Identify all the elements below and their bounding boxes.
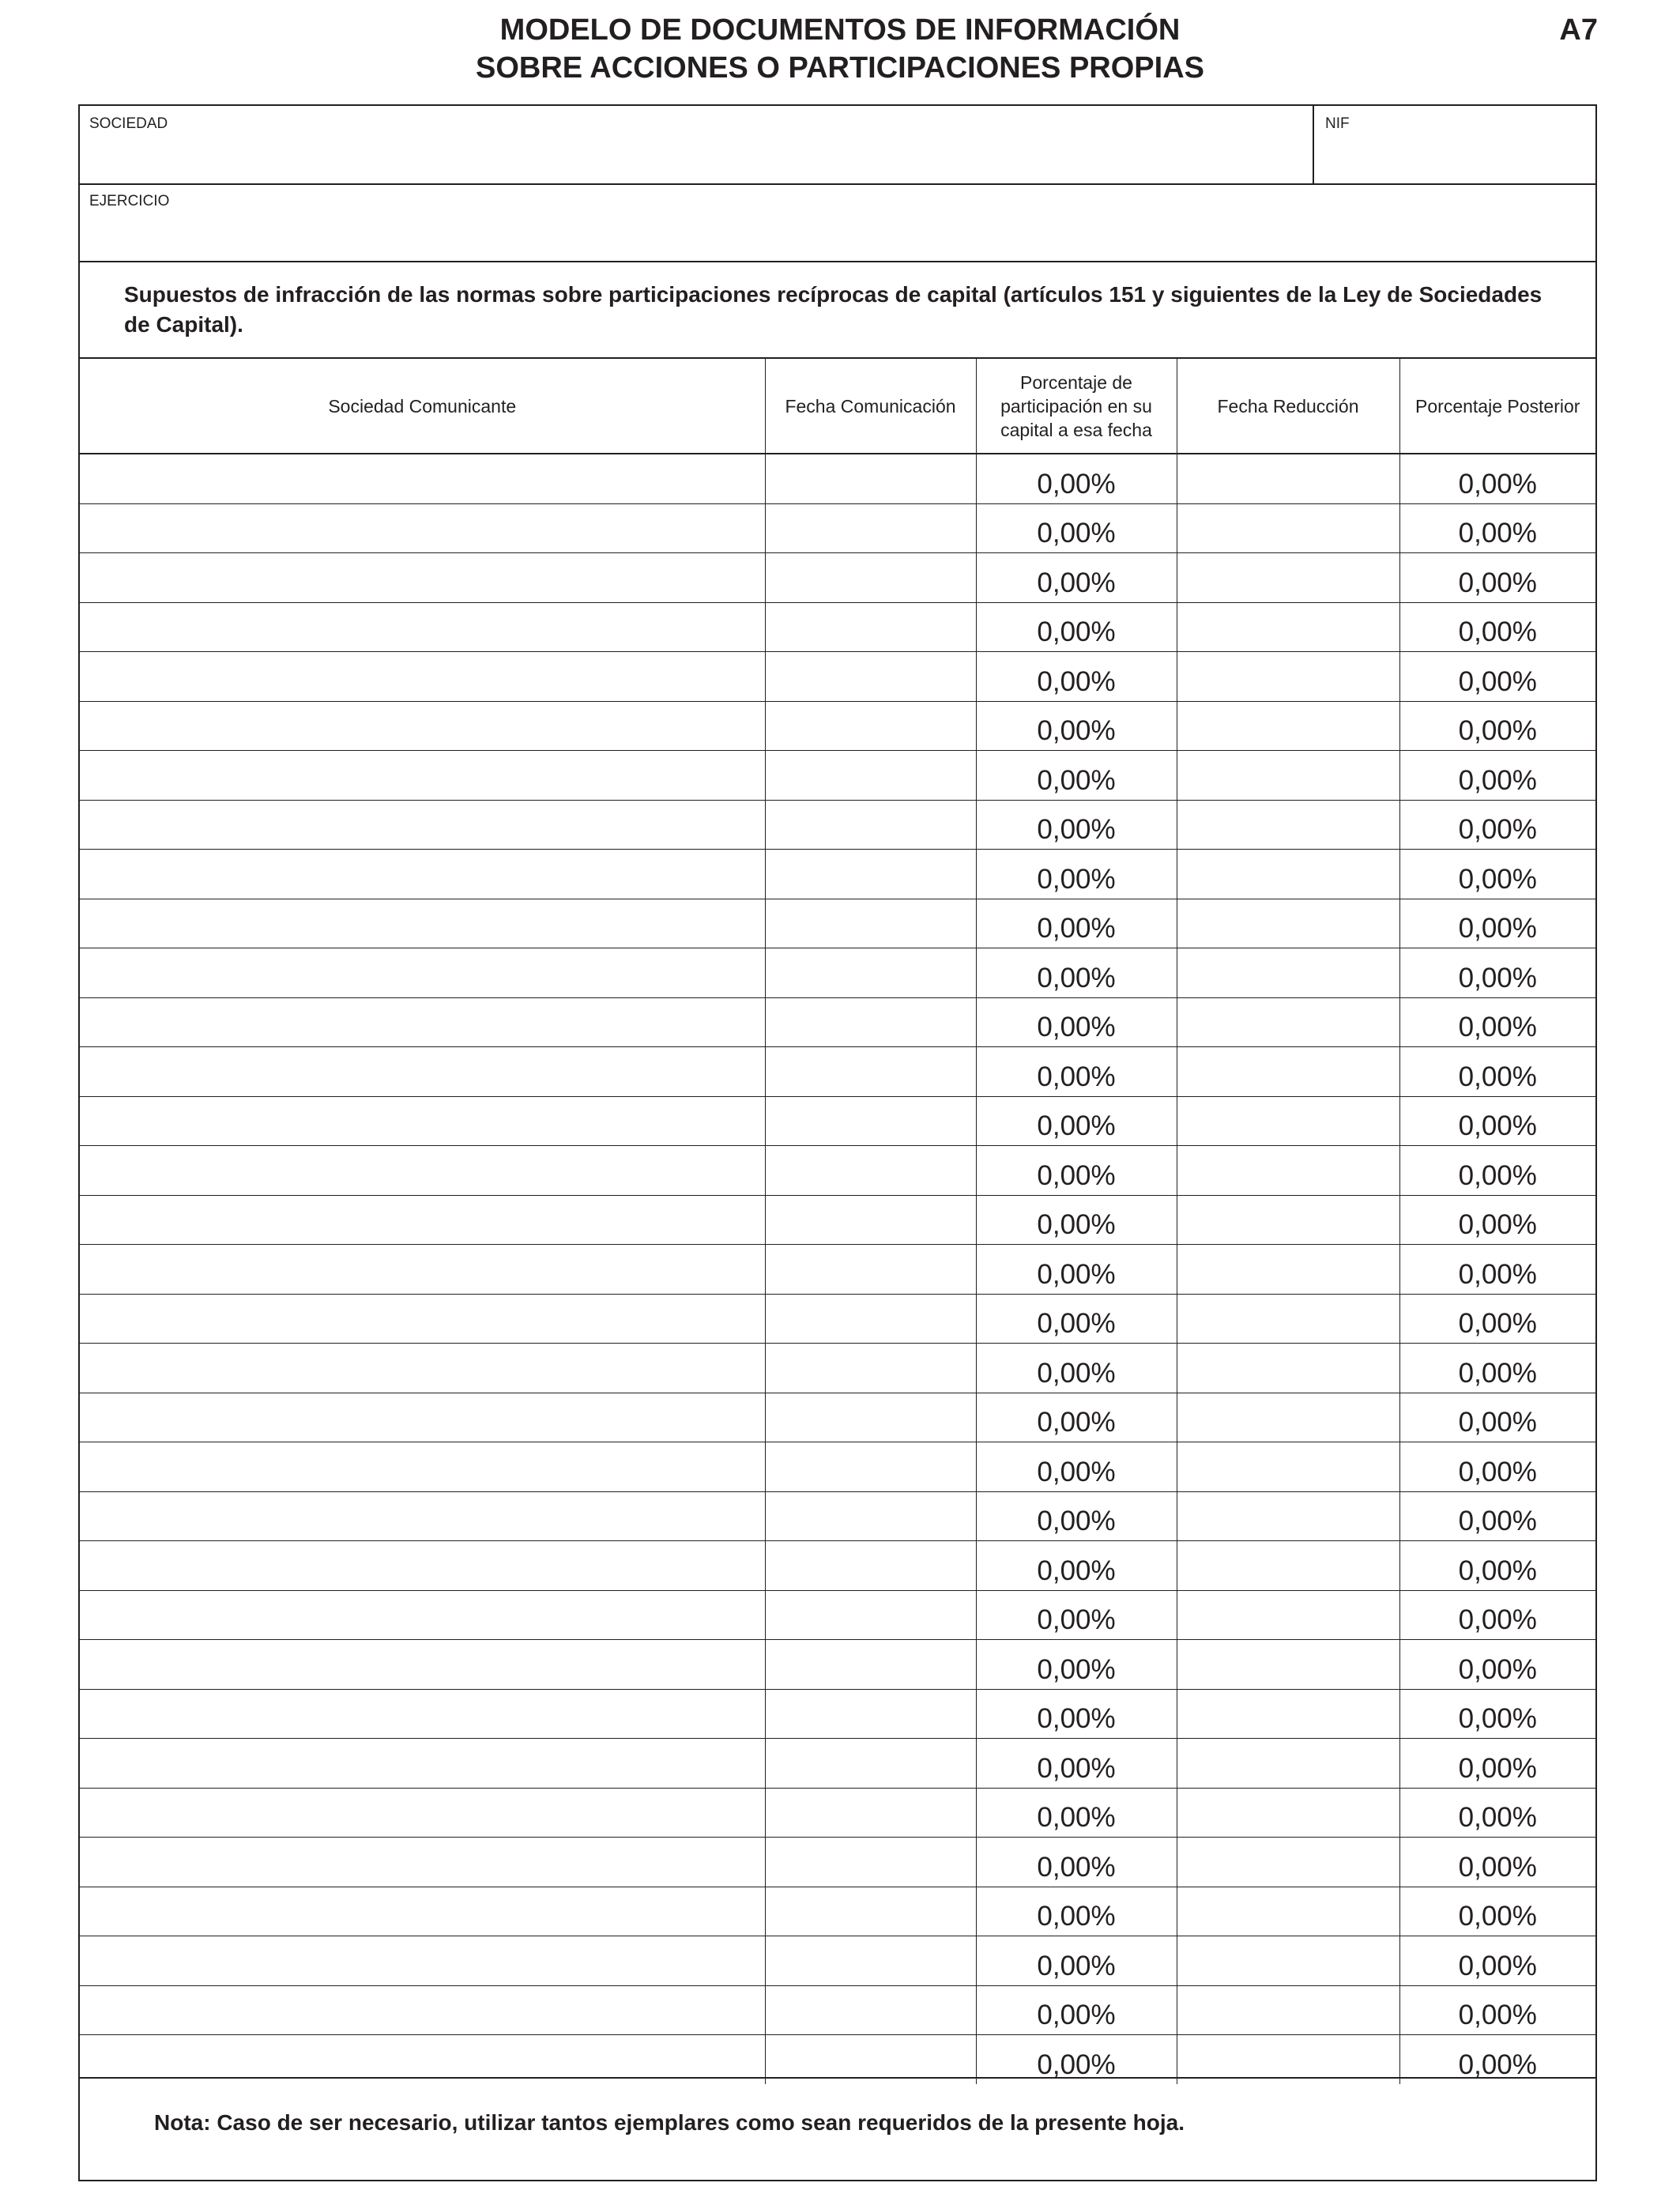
fecha-reduccion-cell[interactable]	[1177, 454, 1399, 503]
porcentaje-posterior-cell: 0,00%	[1399, 701, 1595, 751]
table-row	[80, 553, 1595, 603]
fecha-comunicacion-cell[interactable]	[765, 1047, 976, 1097]
title-line-2: SOBRE ACCIONES O PARTICIPACIONES PROPIAS	[476, 51, 1204, 85]
porcentaje-posterior-cell: 0,00%	[1399, 1640, 1595, 1690]
table-row	[80, 652, 1595, 702]
fecha-reduccion-cell[interactable]	[1177, 1393, 1399, 1442]
porcentaje-cell: 0,00%	[976, 800, 1177, 850]
sociedad-cell[interactable]	[80, 1590, 765, 1640]
table-row	[80, 1393, 1595, 1442]
form-frame	[78, 104, 1597, 2181]
sociedad-cell[interactable]	[80, 553, 765, 603]
table-row	[80, 1195, 1595, 1245]
fecha-comunicacion-cell[interactable]	[765, 503, 976, 553]
table-row	[80, 1640, 1595, 1690]
table-row	[80, 948, 1595, 998]
fecha-comunicacion-cell[interactable]	[765, 1491, 976, 1541]
porcentaje-cell: 0,00%	[976, 1788, 1177, 1838]
fecha-reduccion-cell[interactable]	[1177, 751, 1399, 801]
sociedad-cell[interactable]	[80, 1195, 765, 1245]
sociedad-cell[interactable]	[80, 1344, 765, 1393]
porcentaje-posterior-cell: 0,00%	[1399, 1442, 1595, 1492]
table-row	[80, 1838, 1595, 1887]
porcentaje-posterior-cell: 0,00%	[1399, 1590, 1595, 1640]
fecha-reduccion-cell[interactable]	[1177, 1985, 1399, 2035]
form-code: A7	[1559, 13, 1598, 47]
fecha-reduccion-cell[interactable]	[1177, 899, 1399, 948]
sociedad-cell[interactable]	[80, 1096, 765, 1146]
porcentaje-posterior-cell: 0,00%	[1399, 1096, 1595, 1146]
porcentaje-posterior-cell: 0,00%	[1399, 1146, 1595, 1196]
porcentaje-posterior-cell: 0,00%	[1399, 652, 1595, 702]
porcentaje-posterior-cell: 0,00%	[1399, 1936, 1595, 1986]
porcentaje-cell: 0,00%	[976, 454, 1177, 503]
fecha-comunicacion-cell[interactable]	[765, 1344, 976, 1393]
table-row	[80, 1491, 1595, 1541]
porcentaje-cell: 0,00%	[976, 1096, 1177, 1146]
fecha-reduccion-cell[interactable]	[1177, 1294, 1399, 1344]
porcentaje-cell: 0,00%	[976, 2035, 1177, 2084]
sociedad-cell[interactable]	[80, 1838, 765, 1887]
table-row	[80, 1590, 1595, 1640]
fecha-reduccion-cell[interactable]	[1177, 553, 1399, 603]
porcentaje-cell: 0,00%	[976, 1985, 1177, 2035]
sociedad-cell[interactable]	[80, 899, 765, 948]
fecha-comunicacion-cell[interactable]	[765, 1985, 976, 2035]
porcentaje-cell: 0,00%	[976, 1541, 1177, 1591]
fecha-reduccion-cell[interactable]	[1177, 1788, 1399, 1838]
table-row	[80, 1096, 1595, 1146]
porcentaje-cell: 0,00%	[976, 1887, 1177, 1936]
porcentaje-posterior-cell: 0,00%	[1399, 1788, 1595, 1838]
fecha-comunicacion-cell[interactable]	[765, 850, 976, 899]
table-row	[80, 1344, 1595, 1393]
divider-sociedad	[80, 183, 1595, 185]
table-row	[80, 454, 1595, 503]
divider-note	[80, 2077, 1595, 2079]
sociedad-cell[interactable]	[80, 1936, 765, 1986]
footnote: Nota: Caso de ser necesario, utilizar tantos ejemplares como sean requeridos de la presente hoja.	[154, 2110, 1185, 2135]
porcentaje-posterior-cell: 0,00%	[1399, 1195, 1595, 1245]
fecha-comunicacion-cell[interactable]	[765, 1541, 976, 1591]
porcentaje-posterior-cell: 0,00%	[1399, 1541, 1595, 1591]
fecha-reduccion-cell[interactable]	[1177, 1146, 1399, 1196]
sociedad-cell[interactable]	[80, 800, 765, 850]
porcentaje-cell: 0,00%	[976, 1146, 1177, 1196]
table-row	[80, 1245, 1595, 1295]
porcentaje-posterior-cell: 0,00%	[1399, 1838, 1595, 1887]
sociedad-cell[interactable]	[80, 1887, 765, 1936]
porcentaje-cell: 0,00%	[976, 1640, 1177, 1690]
table-row	[80, 1936, 1595, 1986]
table-row	[80, 1047, 1595, 1097]
sociedad-cell[interactable]	[80, 701, 765, 751]
fecha-comunicacion-cell[interactable]	[765, 751, 976, 801]
porcentaje-cell: 0,00%	[976, 1344, 1177, 1393]
porcentaje-posterior-cell: 0,00%	[1399, 1689, 1595, 1739]
porcentaje-posterior-cell: 0,00%	[1399, 800, 1595, 850]
porcentaje-cell: 0,00%	[976, 1838, 1177, 1887]
sociedad-cell[interactable]	[80, 1541, 765, 1591]
sociedad-cell[interactable]	[80, 1442, 765, 1492]
porcentaje-posterior-cell: 0,00%	[1399, 850, 1595, 899]
fecha-reduccion-cell[interactable]	[1177, 602, 1399, 652]
table-row	[80, 1887, 1595, 1936]
participaciones-table	[80, 359, 1595, 2084]
table-row	[80, 997, 1595, 1047]
sociedad-cell[interactable]	[80, 1146, 765, 1196]
table-row	[80, 503, 1595, 553]
sociedad-cell[interactable]	[80, 948, 765, 998]
fecha-comunicacion-cell[interactable]	[765, 1689, 976, 1739]
sociedad-cell[interactable]	[80, 652, 765, 702]
porcentaje-posterior-cell: 0,00%	[1399, 997, 1595, 1047]
fecha-comunicacion-cell[interactable]	[765, 1936, 976, 1986]
table-header-row	[80, 359, 1595, 454]
fecha-comunicacion-cell[interactable]	[765, 454, 976, 503]
porcentaje-cell: 0,00%	[976, 1442, 1177, 1492]
porcentaje-cell: 0,00%	[976, 751, 1177, 801]
column-porcentaje-participacion: Porcentaje de participación en su capital a esa fecha	[976, 359, 1177, 454]
sociedad-cell[interactable]	[80, 1294, 765, 1344]
table-row	[80, 899, 1595, 948]
sociedad-cell[interactable]	[80, 1640, 765, 1690]
fecha-reduccion-cell[interactable]	[1177, 1590, 1399, 1640]
section-heading: Supuestos de infracción de las normas sobre participaciones recíprocas de capital (artículos 151 y siguientes de la Ley de Sociedades de Capital).	[124, 282, 1543, 337]
nif-divider	[1313, 106, 1314, 183]
porcentaje-cell: 0,00%	[976, 701, 1177, 751]
sociedad-cell[interactable]	[80, 1393, 765, 1442]
fecha-reduccion-cell[interactable]	[1177, 1936, 1399, 1986]
porcentaje-cell: 0,00%	[976, 948, 1177, 998]
fecha-reduccion-cell[interactable]	[1177, 1195, 1399, 1245]
fecha-reduccion-cell[interactable]	[1177, 503, 1399, 553]
column-porcentaje-posterior: Porcentaje Posterior	[1399, 359, 1595, 454]
sociedad-cell[interactable]	[80, 1047, 765, 1097]
porcentaje-posterior-cell: 0,00%	[1399, 2035, 1595, 2084]
column-sociedad-comunicante: Sociedad Comunicante	[328, 395, 517, 417]
table-row	[80, 1294, 1595, 1344]
sociedad-cell[interactable]	[80, 454, 765, 503]
porcentaje-cell: 0,00%	[976, 1590, 1177, 1640]
nif-label: NIF	[1325, 115, 1350, 132]
sociedad-label: SOCIEDAD	[89, 115, 168, 132]
fecha-reduccion-cell[interactable]	[1177, 1838, 1399, 1887]
porcentaje-cell: 0,00%	[976, 1739, 1177, 1789]
fecha-comunicacion-cell[interactable]	[765, 1393, 976, 1442]
fecha-comunicacion-cell[interactable]	[765, 948, 976, 998]
sociedad-cell[interactable]	[80, 503, 765, 553]
porcentaje-cell: 0,00%	[976, 503, 1177, 553]
porcentaje-posterior-cell: 0,00%	[1399, 1739, 1595, 1789]
porcentaje-posterior-cell: 0,00%	[1399, 454, 1595, 503]
table-row	[80, 1985, 1595, 2035]
fecha-comunicacion-cell[interactable]	[765, 899, 976, 948]
divider-ejercicio	[80, 261, 1595, 262]
fecha-comunicacion-cell[interactable]	[765, 1788, 976, 1838]
fecha-comunicacion-cell[interactable]	[765, 800, 976, 850]
fecha-comunicacion-cell[interactable]	[765, 1838, 976, 1887]
table-row	[80, 1689, 1595, 1739]
fecha-reduccion-cell[interactable]	[1177, 1739, 1399, 1789]
fecha-comunicacion-cell[interactable]	[765, 1096, 976, 1146]
porcentaje-posterior-cell: 0,00%	[1399, 553, 1595, 603]
table-row	[80, 1442, 1595, 1492]
sociedad-cell[interactable]	[80, 1985, 765, 2035]
porcentaje-posterior-cell: 0,00%	[1399, 1985, 1595, 2035]
porcentaje-cell: 0,00%	[976, 553, 1177, 603]
table-row	[80, 701, 1595, 751]
porcentaje-posterior-cell: 0,00%	[1399, 1344, 1595, 1393]
document-title	[0, 11, 1680, 87]
table-row	[80, 1146, 1595, 1196]
porcentaje-cell: 0,00%	[976, 602, 1177, 652]
fecha-comunicacion-cell[interactable]	[765, 1294, 976, 1344]
table-row	[80, 800, 1595, 850]
table-row	[80, 602, 1595, 652]
porcentaje-posterior-cell: 0,00%	[1399, 503, 1595, 553]
fecha-reduccion-cell[interactable]	[1177, 1096, 1399, 1146]
table-row	[80, 1541, 1595, 1591]
ejercicio-label: EJERCICIO	[89, 193, 170, 209]
fecha-reduccion-cell[interactable]	[1177, 1887, 1399, 1936]
table-body	[80, 454, 1595, 2084]
fecha-comunicacion-cell[interactable]	[765, 602, 976, 652]
sociedad-cell[interactable]	[80, 997, 765, 1047]
porcentaje-posterior-cell: 0,00%	[1399, 1887, 1595, 1936]
fecha-reduccion-cell[interactable]	[1177, 800, 1399, 850]
fecha-reduccion-cell[interactable]	[1177, 948, 1399, 998]
porcentaje-posterior-cell: 0,00%	[1399, 948, 1595, 998]
sociedad-cell[interactable]	[80, 850, 765, 899]
porcentaje-cell: 0,00%	[976, 1689, 1177, 1739]
table-row	[80, 1788, 1595, 1838]
fecha-reduccion-cell[interactable]	[1177, 1344, 1399, 1393]
fecha-comunicacion-cell[interactable]	[765, 1146, 976, 1196]
porcentaje-posterior-cell: 0,00%	[1399, 1047, 1595, 1097]
fecha-comunicacion-cell[interactable]	[765, 1590, 976, 1640]
sociedad-cell[interactable]	[80, 1689, 765, 1739]
fecha-reduccion-cell[interactable]	[1177, 1442, 1399, 1492]
fecha-comunicacion-cell[interactable]	[765, 553, 976, 603]
porcentaje-cell: 0,00%	[976, 652, 1177, 702]
table-row	[80, 850, 1595, 899]
fecha-reduccion-cell[interactable]	[1177, 1640, 1399, 1690]
table-row	[80, 751, 1595, 801]
sociedad-cell[interactable]	[80, 1245, 765, 1295]
porcentaje-posterior-cell: 0,00%	[1399, 1245, 1595, 1295]
column-fecha-reduccion: Fecha Reducción	[1177, 359, 1399, 454]
fecha-reduccion-cell[interactable]	[1177, 1047, 1399, 1097]
porcentaje-posterior-cell: 0,00%	[1399, 899, 1595, 948]
fecha-comunicacion-cell[interactable]	[765, 1640, 976, 1690]
porcentaje-cell: 0,00%	[976, 1936, 1177, 1986]
porcentaje-cell: 0,00%	[976, 850, 1177, 899]
fecha-comunicacion-cell[interactable]	[765, 1442, 976, 1492]
column-fecha-comunicacion: Fecha Comunicación	[765, 359, 976, 454]
sociedad-cell[interactable]	[80, 1491, 765, 1541]
porcentaje-cell: 0,00%	[976, 1491, 1177, 1541]
fecha-reduccion-cell[interactable]	[1177, 1541, 1399, 1591]
porcentaje-cell: 0,00%	[976, 1245, 1177, 1295]
porcentaje-cell: 0,00%	[976, 1047, 1177, 1097]
fecha-reduccion-cell[interactable]	[1177, 997, 1399, 1047]
fecha-comunicacion-cell[interactable]	[765, 1739, 976, 1789]
table-row	[80, 1739, 1595, 1789]
fecha-comunicacion-cell[interactable]	[765, 1887, 976, 1936]
fecha-comunicacion-cell[interactable]	[765, 997, 976, 1047]
fecha-comunicacion-cell[interactable]	[765, 652, 976, 702]
title-line-1: MODELO DE DOCUMENTOS DE INFORMACIÓN	[499, 13, 1181, 47]
fecha-comunicacion-cell[interactable]	[765, 701, 976, 751]
fecha-reduccion-cell[interactable]	[1177, 850, 1399, 899]
sociedad-cell[interactable]	[80, 602, 765, 652]
porcentaje-cell: 0,00%	[976, 899, 1177, 948]
porcentaje-posterior-cell: 0,00%	[1399, 751, 1595, 801]
fecha-reduccion-cell[interactable]	[1177, 1245, 1399, 1295]
porcentaje-posterior-cell: 0,00%	[1399, 1393, 1595, 1442]
porcentaje-cell: 0,00%	[976, 997, 1177, 1047]
porcentaje-posterior-cell: 0,00%	[1399, 1491, 1595, 1541]
porcentaje-cell: 0,00%	[976, 1294, 1177, 1344]
fecha-comunicacion-cell[interactable]	[765, 1195, 976, 1245]
fecha-reduccion-cell[interactable]	[1177, 1491, 1399, 1541]
fecha-reduccion-cell[interactable]	[1177, 701, 1399, 751]
sociedad-cell[interactable]	[80, 1788, 765, 1838]
porcentaje-cell: 0,00%	[976, 1393, 1177, 1442]
porcentaje-cell: 0,00%	[976, 1195, 1177, 1245]
porcentaje-posterior-cell: 0,00%	[1399, 1294, 1595, 1344]
fecha-reduccion-cell[interactable]	[1177, 1689, 1399, 1739]
sociedad-cell[interactable]	[80, 1739, 765, 1789]
fecha-comunicacion-cell[interactable]	[765, 1245, 976, 1295]
sociedad-cell[interactable]	[80, 751, 765, 801]
porcentaje-posterior-cell: 0,00%	[1399, 602, 1595, 652]
fecha-reduccion-cell[interactable]	[1177, 652, 1399, 702]
